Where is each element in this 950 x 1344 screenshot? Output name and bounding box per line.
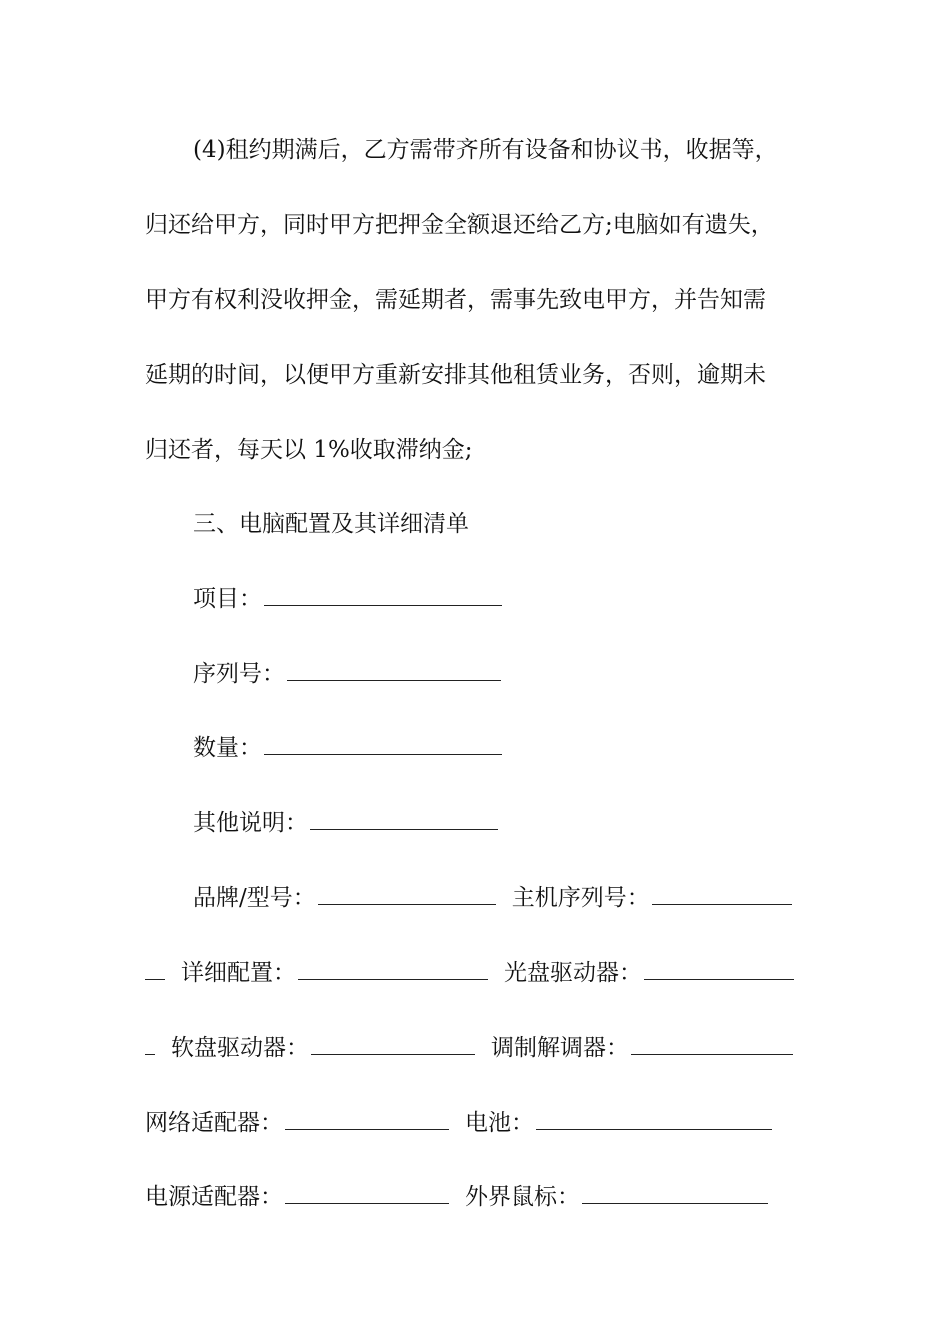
field-label-serial: 序列号： (193, 661, 285, 687)
field-label-modem: 调制解调器： (491, 1035, 629, 1061)
field-label-other: 其他说明： (193, 810, 308, 836)
field-label-power-adapter: 电源适配器： (145, 1184, 283, 1210)
field-label-optical-drive: 光盘驱动器： (504, 960, 642, 986)
field-row-network (145, 1108, 807, 1138)
field-label-quantity: 数量： (193, 735, 262, 761)
paragraph-line-1: (4)租约期满后，乙方需带齐所有设备和协议书，收据等， (193, 137, 778, 163)
serial-blank[interactable] (287, 660, 501, 681)
mouse-blank[interactable] (582, 1183, 768, 1204)
field-row-quantity (193, 733, 807, 763)
host-serial-blank-cont[interactable] (145, 959, 165, 980)
optical-drive-blank[interactable] (644, 959, 794, 980)
section-heading: 三、电脑配置及其详细清单 (193, 511, 469, 537)
power-adapter-blank[interactable] (285, 1183, 449, 1204)
host-serial-blank[interactable] (652, 884, 792, 905)
field-row-project (193, 584, 807, 614)
field-row-floppy (145, 1033, 807, 1063)
field-label-detail-config: 详细配置： (181, 960, 296, 986)
field-row-other (193, 808, 807, 838)
field-label-battery: 电池： (465, 1110, 534, 1136)
brand-blank[interactable] (318, 884, 496, 905)
paragraph-line-2: 归还给甲方，同时甲方把押金全额退还给乙方;电脑如有遗失， (145, 212, 774, 238)
field-label-network-adapter: 网络适配器： (145, 1110, 283, 1136)
battery-blank[interactable] (536, 1109, 772, 1130)
paragraph-line-3: 甲方有权利没收押金，需延期者，需事先致电甲方，并告知需 (145, 287, 766, 313)
field-label-host-serial: 主机序列号： (511, 885, 650, 911)
optical-drive-blank-cont[interactable] (145, 1034, 155, 1055)
field-row-serial (193, 659, 807, 689)
field-label-floppy-drive: 软盘驱动器： (171, 1035, 309, 1061)
network-adapter-blank[interactable] (285, 1109, 449, 1130)
field-row-brand (193, 883, 807, 913)
paragraph-line-5: 归还者，每天以 1%收取滞纳金; (145, 437, 473, 463)
paragraph-line-4: 延期的时间，以便甲方重新安排其他租赁业务，否则，逾期未 (145, 362, 766, 388)
modem-blank[interactable] (631, 1034, 793, 1055)
field-row-detail (145, 958, 807, 988)
field-row-power (145, 1182, 807, 1212)
field-label-mouse: 外界鼠标： (465, 1184, 580, 1210)
project-blank[interactable] (264, 585, 502, 606)
floppy-drive-blank[interactable] (311, 1034, 475, 1055)
field-label-project: 项目： (193, 586, 262, 612)
quantity-blank[interactable] (264, 734, 502, 755)
other-blank[interactable] (310, 809, 498, 830)
field-label-brand: 品牌/型号： (193, 885, 316, 911)
detail-config-blank[interactable] (298, 959, 488, 980)
